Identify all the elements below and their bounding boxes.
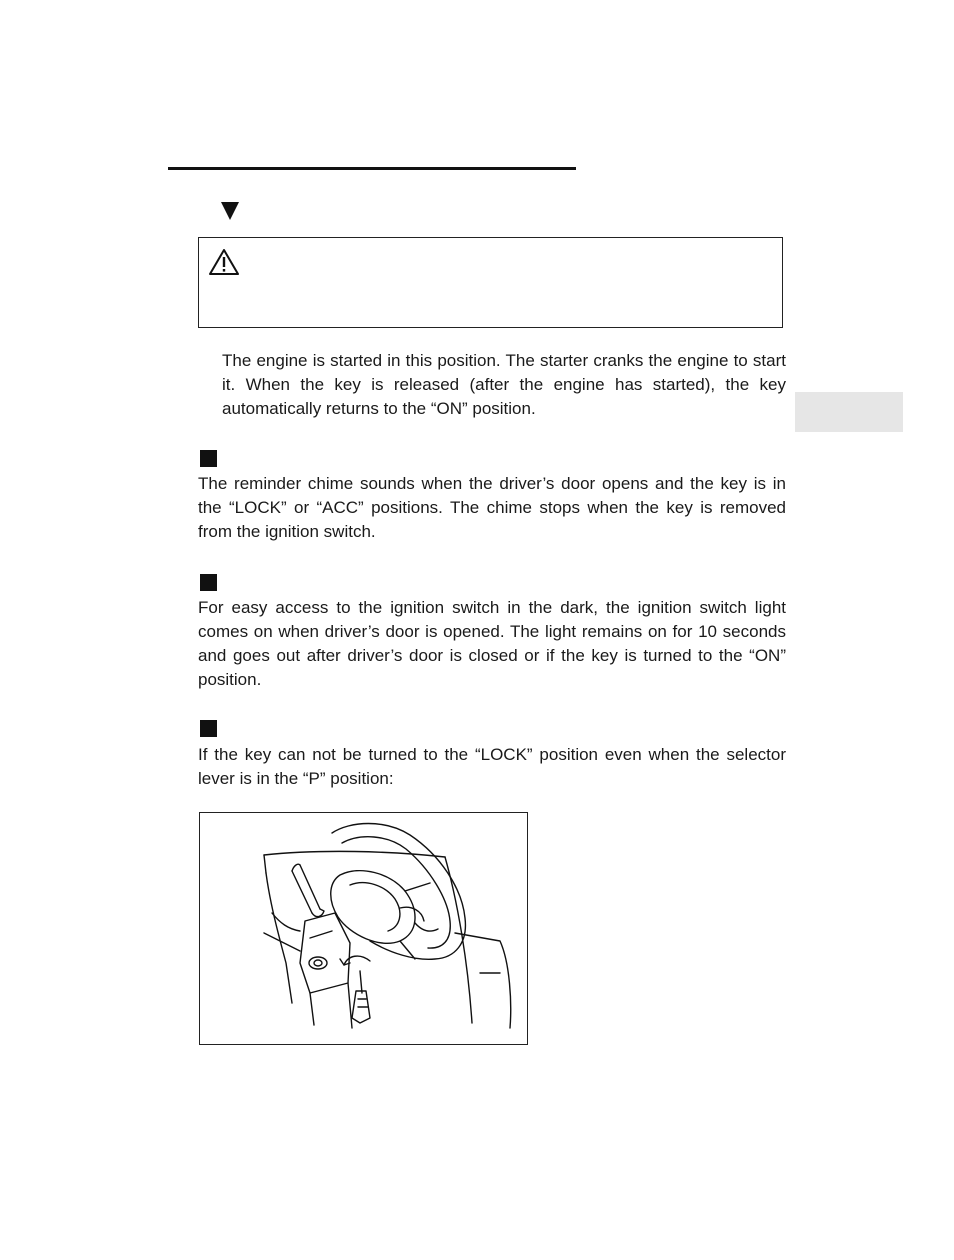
ignition-switch-light-text: For easy access to the ignition switch in the dark, the ignition switch light comes on when driver’s door is opened. The light remains on for 10 seconds and goes out after driver’s door is closed or if the key is turned to the “ON” position.: [198, 598, 786, 689]
warning-box: [198, 237, 783, 328]
section-heading-rule: [168, 167, 576, 170]
warning-triangle-icon: [208, 248, 240, 276]
key-lock-release-text: If the key can not be turned to the “LOCK” position even when the selector lever is in the “P” position:: [198, 745, 786, 788]
square-bullet-icon: [200, 720, 217, 737]
steering-column-drawing: [200, 813, 528, 1045]
start-position-text: The engine is started in this position. The starter cranks the engine to start it. When the key is released (after the engine has started), the key automatically returns to the “ON” position.: [222, 351, 786, 418]
square-bullet-icon: [200, 574, 217, 591]
chapter-tab: [795, 392, 903, 432]
triangle-down-icon: [221, 202, 239, 220]
key-reminder-chime-text: The reminder chime sounds when the driver’s door opens and the key is in the “LOCK” or “ACC” positions. The chime stops when the key is removed from the ignition switch.: [198, 474, 786, 541]
square-bullet-icon: [200, 450, 217, 467]
ignition-illustration: [199, 812, 528, 1045]
